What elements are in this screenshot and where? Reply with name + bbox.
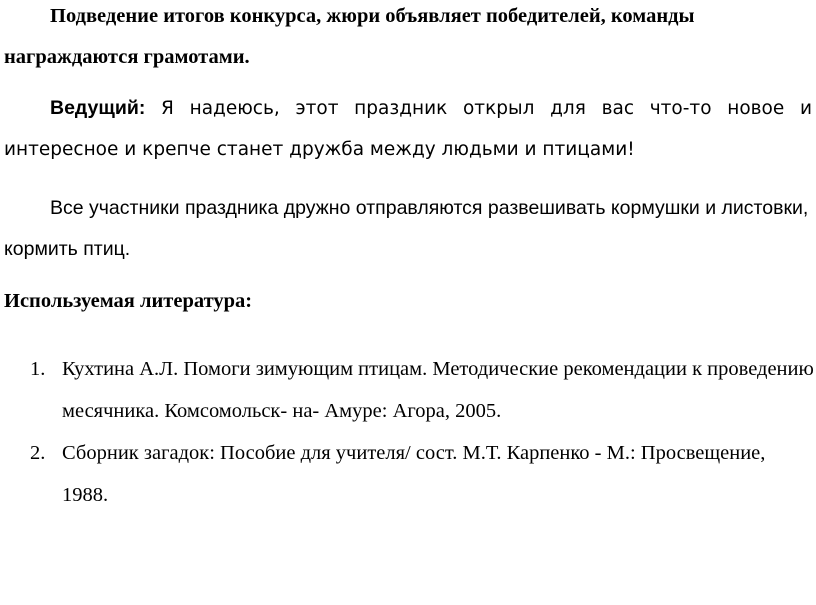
host-speaker: Ведущий: bbox=[50, 97, 146, 119]
closing-paragraph bbox=[4, 188, 812, 270]
list-item bbox=[4, 348, 816, 432]
list-item-number: 2. bbox=[30, 442, 46, 464]
literature-list bbox=[4, 348, 816, 516]
host-speech: Я надеюсь, этот праздник открыл для вас что-то новое и интересное и крепче станет дружба между людьми и птицами! bbox=[4, 98, 812, 160]
list-item-number: 1. bbox=[30, 358, 46, 380]
intro-paragraph bbox=[4, 0, 812, 78]
list-item bbox=[4, 432, 816, 516]
list-item-text: Сборник загадок: Пособие для учителя/ сост. М.Т. Карпенко - М.: Просвещение, 1988. bbox=[62, 442, 766, 506]
closing-text: Все участники праздника дружно отправляются развешивать кормушки и листовки, кормить птиц. bbox=[4, 197, 809, 260]
intro-text: Подведение итогов конкурса, жюри объявляет победителей, команды награждаются грамотами. bbox=[4, 5, 695, 68]
list-item-text: Кухтина А.Л. Помоги зимующим птицам. Методические рекомендации к проведению месячника. Комсомольск- на- Амуре: Агора, 2005. bbox=[62, 358, 814, 422]
literature-heading: Используемая литература: bbox=[4, 290, 253, 312]
host-paragraph bbox=[4, 88, 812, 170]
